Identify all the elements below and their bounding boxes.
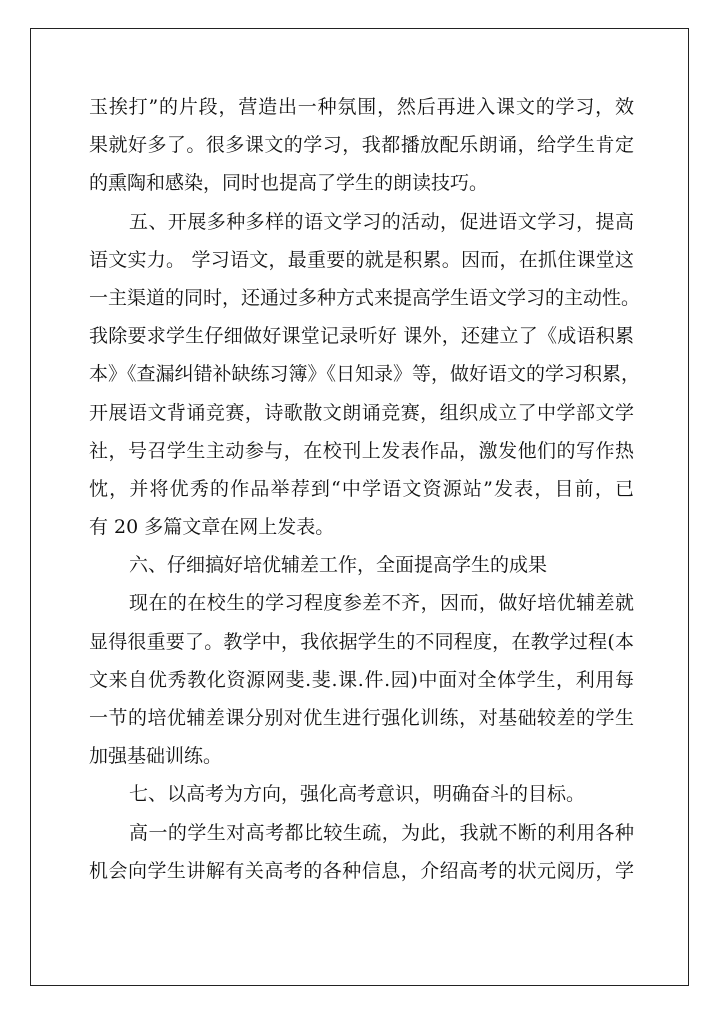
text-line: 加强基础训练。 [89, 745, 223, 768]
text-line: 忱，并将优秀的作品举荐到“中学语文资源站”发表，目前，已 [89, 477, 634, 500]
text-line: 开展语文背诵竞赛，诗歌散文朗诵竞赛，组织成立了中学部文学 [89, 401, 634, 424]
text-line: 一主渠道的同时，还通过多种方式来提高学生语文学习的主动性。 [89, 286, 641, 309]
text-line: 果就好多了。很多课文的学习，我都播放配乐朗诵，给学生肯定 [89, 134, 634, 157]
text-line: 六、仔细搞好培优辅差工作，全面提高学生的成果 [129, 554, 548, 577]
text-line: 五、开展多种多样的语文学习的活动，促进语文学习，提高 [129, 210, 634, 233]
text-line: 现在的在校生的学习程度参差不齐，因而，做好培优辅差就 [129, 592, 634, 615]
document-body [89, 88, 641, 890]
text-line: 七、以高考为方向，强化高考意识，明确奋斗的目标。 [129, 783, 586, 806]
text-line: 机会向学生讲解有关高考的各种信息，介绍高考的状元阅历，学 [89, 859, 634, 882]
text-line: 文来自优秀教化资源网斐.斐.课.件.园)中面对全体学生，利用每 [89, 668, 634, 691]
text-line: 显得很重要了。教学中，我依据学生的不同程度，在教学过程(本 [89, 630, 634, 653]
text-line: 语文实力。 学习语文，最重要的就是积累。因而，在抓住课堂这 [89, 248, 634, 271]
text-line: 玉挨打”的片段，营造出一种氛围，然后再进入课文的学习，效 [89, 96, 634, 118]
text-line: 高一的学生对高考都比较生疏，为此，我就不断的利用各种 [129, 821, 634, 844]
text-line: 一节的培优辅差课分别对优生进行强化训练，对基础较差的学生 [89, 707, 634, 729]
text-line: 有 20 多篇文章在网上发表。 [89, 516, 335, 539]
text-line: 社，号召学生主动参与，在校刊上发表作品，激发他们的写作热 [89, 439, 634, 462]
text-line: 我除要求学生仔细做好课堂记录听好 课外，还建立了《成语积累 [89, 325, 634, 348]
text-line: 本》《查漏纠错补缺练习簿》《日知录》等，做好语文的学习积累， [89, 363, 641, 386]
text-line: 的熏陶和感染，同时也提高了学生的朗读技巧。 [89, 172, 489, 195]
